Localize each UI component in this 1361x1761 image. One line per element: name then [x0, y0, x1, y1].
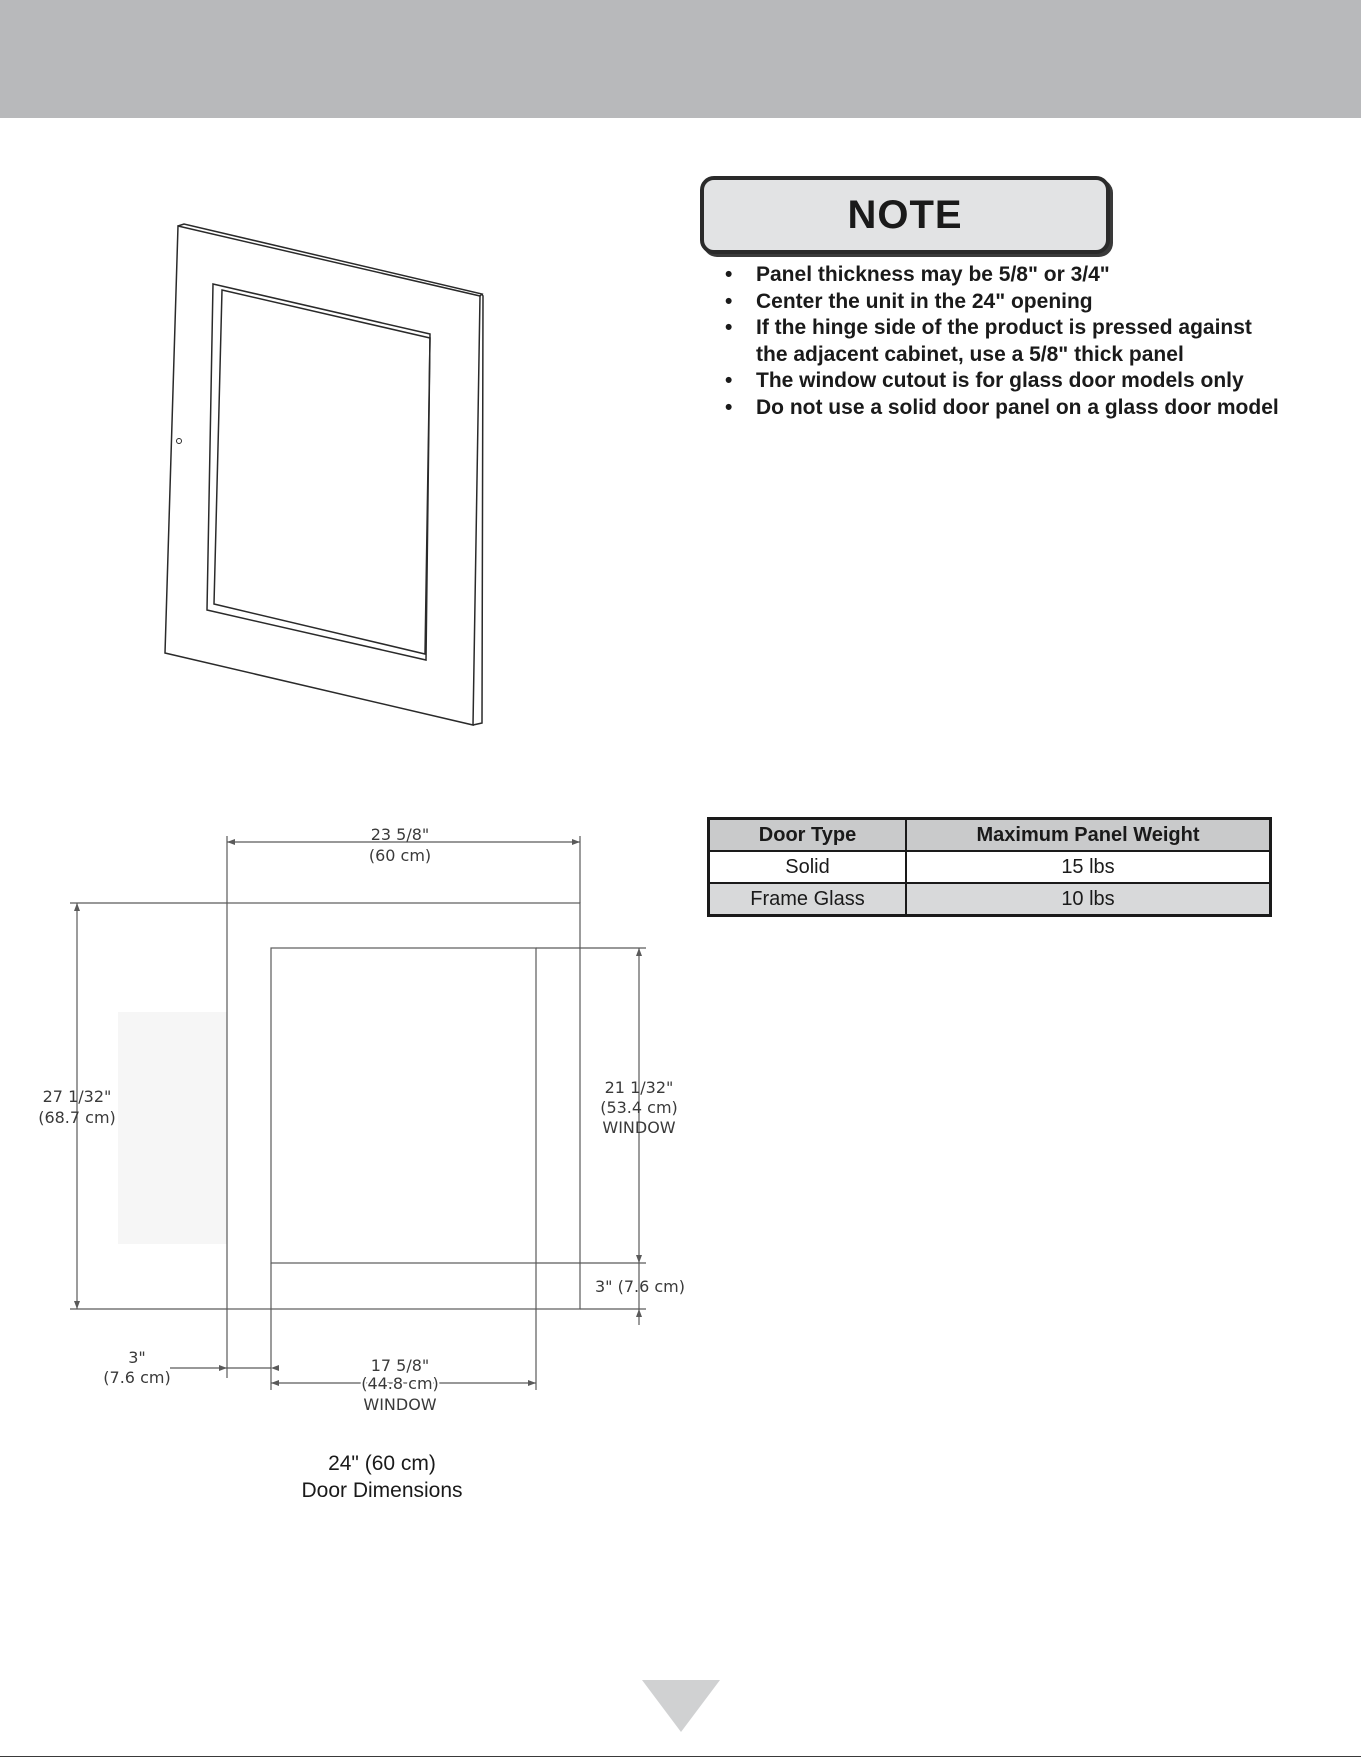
- note-item-text: Center the unit in the 24" opening: [756, 289, 1093, 313]
- column-header-max-weight: Maximum Panel Weight: [906, 819, 1271, 852]
- door-type-cell: Frame Glass: [709, 883, 907, 916]
- bottom-rail-label: 3" (7.6 cm): [594, 1277, 686, 1296]
- note-item-text: The window cutout is for glass door models only: [756, 369, 1244, 392]
- side-rail-label: 3": [128, 1348, 146, 1367]
- width-dim-label: 23 5/8": [370, 825, 430, 844]
- bullet-icon: •: [725, 263, 733, 286]
- max-weight-cell: 15 lbs: [906, 851, 1271, 883]
- note-list: [725, 262, 1285, 421]
- window-width-label: 17 5/8": [370, 1356, 430, 1375]
- window-width-metric: (44.8 cm): [361, 1374, 439, 1393]
- table-header-row: [709, 819, 1271, 852]
- window-height-metric: (53.4 cm): [600, 1098, 678, 1117]
- note-item: [725, 395, 1285, 422]
- note-item-text: If the hinge side of the product is pressed against the adjacent cabinet, use a 5/8" thick panel: [756, 316, 1252, 366]
- figure-caption: [232, 1450, 532, 1504]
- height-dim-metric: (68.7 cm): [38, 1108, 116, 1127]
- footer-divider: [0, 1756, 1361, 1757]
- table-row: [709, 883, 1271, 916]
- window-height-label: 21 1/32": [604, 1078, 674, 1097]
- door-panel-illustration: [150, 220, 490, 740]
- bullet-icon: •: [725, 289, 733, 313]
- panel-weight-table: [707, 817, 1272, 917]
- window-width-caption: WINDOW: [363, 1395, 437, 1414]
- window-height-caption: WINDOW: [602, 1118, 676, 1137]
- bullet-icon: •: [725, 369, 733, 392]
- door-dimensions-drawing: [0, 800, 700, 1440]
- bullet-icon: •: [725, 316, 733, 339]
- caption-title: Door Dimensions: [301, 1479, 463, 1502]
- down-arrow-icon: [642, 1680, 720, 1732]
- note-item-text: Do not use a solid door panel on a glass door model: [756, 395, 1279, 419]
- bullet-icon: •: [725, 395, 733, 419]
- side-rail-metric: (7.6 cm): [103, 1368, 171, 1387]
- column-header-door-type: Door Type: [709, 819, 907, 852]
- max-weight-cell: 10 lbs: [906, 883, 1271, 916]
- door-type-cell: Solid: [709, 851, 907, 883]
- note-item: [725, 289, 1285, 316]
- note-title: NOTE: [847, 192, 963, 237]
- caption-size: 24" (60 cm): [328, 1452, 436, 1475]
- table-row: [709, 851, 1271, 883]
- note-item: [725, 315, 1285, 368]
- height-dim-label: 27 1/32": [42, 1087, 112, 1106]
- width-dim-metric: (60 cm): [368, 846, 432, 865]
- note-item: [725, 368, 1285, 395]
- note-item: [725, 262, 1285, 289]
- header-bar: [0, 0, 1361, 118]
- note-callout: [700, 176, 1110, 254]
- note-item-text: Panel thickness may be 5/8" or 3/4": [756, 263, 1110, 286]
